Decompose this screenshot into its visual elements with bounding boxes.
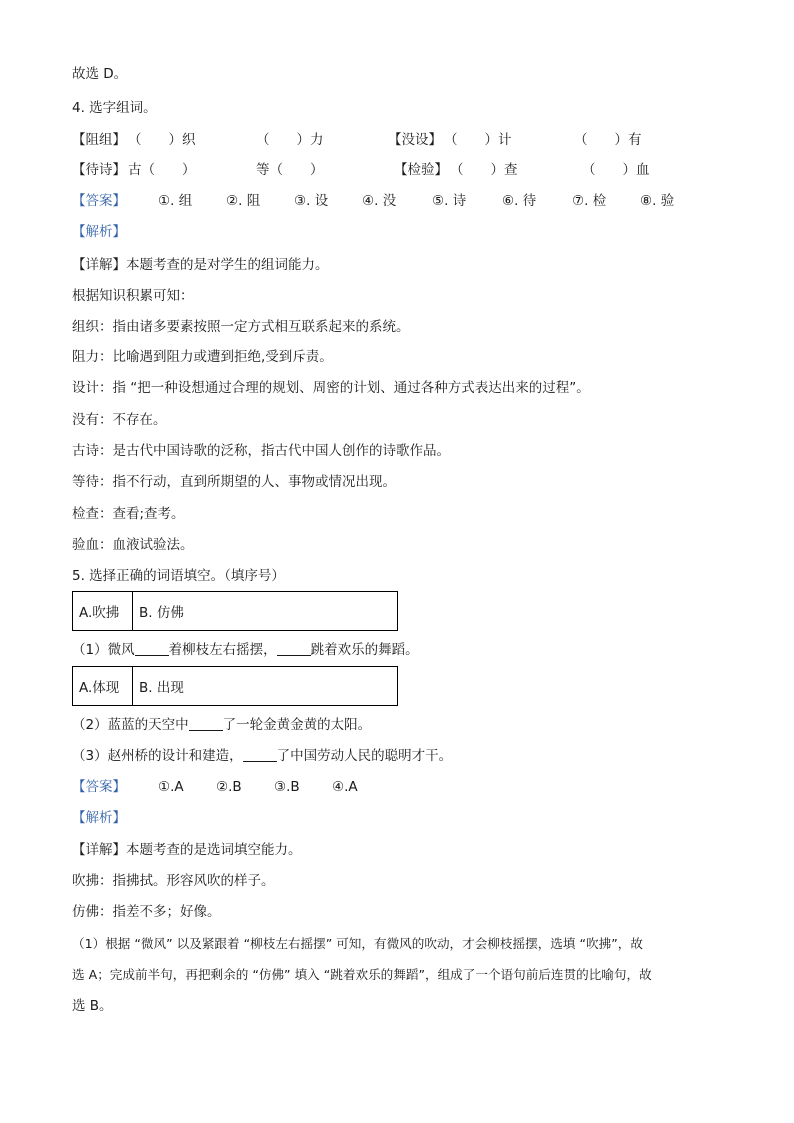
q4-title: 4. 选字组词。 bbox=[72, 100, 157, 116]
q4-r1-label1: 【阻组】 bbox=[72, 132, 126, 148]
q5-analysis-label: 【解析】 bbox=[72, 810, 126, 826]
q4-line-9: 验血：血液试验法。 bbox=[72, 537, 194, 553]
q5-para-line-2: 选 A；完成前半句，再把剩余的 “仿佛” 填入 “跳着欢乐的舞蹈”，组成了一个语句前后连贯的比喻句，故 bbox=[72, 967, 652, 982]
q4-line-2: 组织：指由诸多要素按照一定方式相互联系起来的系统。 bbox=[72, 319, 410, 335]
q5-answer-1: ①.A bbox=[158, 779, 184, 795]
q4-answer-2: ②. 阻 bbox=[226, 193, 261, 209]
q5-title: 5. 选择正确的词语填空。（填序号） bbox=[72, 568, 285, 584]
q4-answer-1: ①. 组 bbox=[158, 193, 193, 209]
q4-row1 bbox=[72, 130, 732, 150]
q5-bank1-option-a: A.吹拂 bbox=[73, 592, 133, 630]
q5-answer-row bbox=[72, 777, 732, 797]
q5-answer-3: ③.B bbox=[274, 779, 300, 795]
blank-2[interactable] bbox=[277, 641, 311, 656]
q4-line-6: 古诗：是古代中国诗歌的泛称，指古代中国人创作的诗歌作品。 bbox=[72, 443, 450, 459]
q4-answer-3: ③. 设 bbox=[294, 193, 329, 209]
q4-line-7: 等待：指不行动，直到所期望的人、事物或情况出现。 bbox=[72, 474, 396, 490]
q5-para-line-3: 选 B。 bbox=[72, 998, 113, 1014]
q4-line-1: 根据知识积累可知： bbox=[72, 288, 194, 304]
blank-3[interactable] bbox=[189, 716, 223, 731]
q5-detail: 【详解】本题考查的是选词填空能力。 bbox=[72, 842, 302, 858]
q4-line-8: 检查：查看;查考。 bbox=[72, 506, 185, 522]
q5-sentence-1: （1）微风 着柳枝左右摇摆， 跳着欢乐的舞蹈。 bbox=[72, 642, 419, 658]
q5-bank1-option-b: B. 仿佛 bbox=[139, 605, 184, 621]
q4-r1-item2: （ ）力 bbox=[256, 132, 324, 148]
q4-r2-label1: 【待诗】 bbox=[72, 162, 126, 178]
q4-line-5: 没有：不存在。 bbox=[72, 412, 167, 428]
q4-answer-7: ⑦. 检 bbox=[572, 193, 607, 209]
q5-bank2-option-b: B. 出现 bbox=[139, 680, 184, 696]
q4-r2-item2: 等（ ） bbox=[256, 162, 324, 178]
q4-r1-item1: （ ）织 bbox=[128, 132, 196, 148]
q4-answer-6: ⑥. 待 bbox=[502, 193, 537, 209]
q4-r2-item4: （ ）血 bbox=[582, 162, 650, 178]
q4-answer-row bbox=[72, 191, 732, 211]
q4-r1-label3: 【没设】 bbox=[388, 132, 442, 148]
q4-answer-8: ⑧. 验 bbox=[640, 193, 675, 209]
q4-answer-label: 【答案】 bbox=[72, 193, 126, 209]
q5-word-bank-2 bbox=[72, 666, 398, 706]
q4-r2-item3: （ ）查 bbox=[450, 162, 518, 178]
q4-answer-5: ⑤. 诗 bbox=[432, 193, 467, 209]
q4-detail: 【详解】本题考查的是对学生的组词能力。 bbox=[72, 257, 329, 273]
q5-sentence-2: （2）蓝蓝的天空中 了一轮金黄金黄的太阳。 bbox=[72, 717, 372, 733]
q4-line-3: 阻力：比喻遇到阻力或遭到拒绝,受到斥责。 bbox=[72, 349, 333, 365]
q5-answer-2: ②.B bbox=[216, 779, 242, 795]
q5-line-1: 吹拂：指拂拭。形容风吹的样子。 bbox=[72, 873, 275, 889]
q5-para-line-1: （1）根据 “微风” 以及紧跟着 “柳枝左右摇摆” 可知，有微风的吹动，才会柳枝摇摆，选填 “吹拂”，故 bbox=[72, 936, 643, 951]
q5-line-2: 仿佛：指差不多；好像。 bbox=[72, 904, 221, 920]
q5-answer-4: ④.A bbox=[332, 779, 358, 795]
previous-conclusion: 故选 D。 bbox=[72, 66, 128, 82]
q4-line-4: 设计：指 “把一种设想通过合理的规划、周密的计划、通过各种方式表达出来的过程”。 bbox=[72, 380, 590, 396]
q5-word-bank-1 bbox=[72, 591, 398, 631]
q4-analysis-label: 【解析】 bbox=[72, 224, 126, 240]
q4-answer-4: ④. 没 bbox=[362, 193, 397, 209]
q4-row2 bbox=[72, 160, 732, 180]
q4-r1-item4: （ ）有 bbox=[574, 132, 642, 148]
q5-bank2-option-a: A.体现 bbox=[73, 667, 133, 705]
blank-1[interactable] bbox=[135, 641, 169, 656]
q4-r2-item1: 古（ ） bbox=[128, 162, 196, 178]
blank-4[interactable] bbox=[243, 747, 277, 762]
q5-answer-label: 【答案】 bbox=[72, 779, 126, 795]
q4-r2-label3: 【检验】 bbox=[394, 162, 448, 178]
q4-r1-item3: （ ）计 bbox=[444, 132, 512, 148]
q5-sentence-3: （3）赵州桥的设计和建造， 了中国劳动人民的聪明才干。 bbox=[72, 748, 453, 764]
